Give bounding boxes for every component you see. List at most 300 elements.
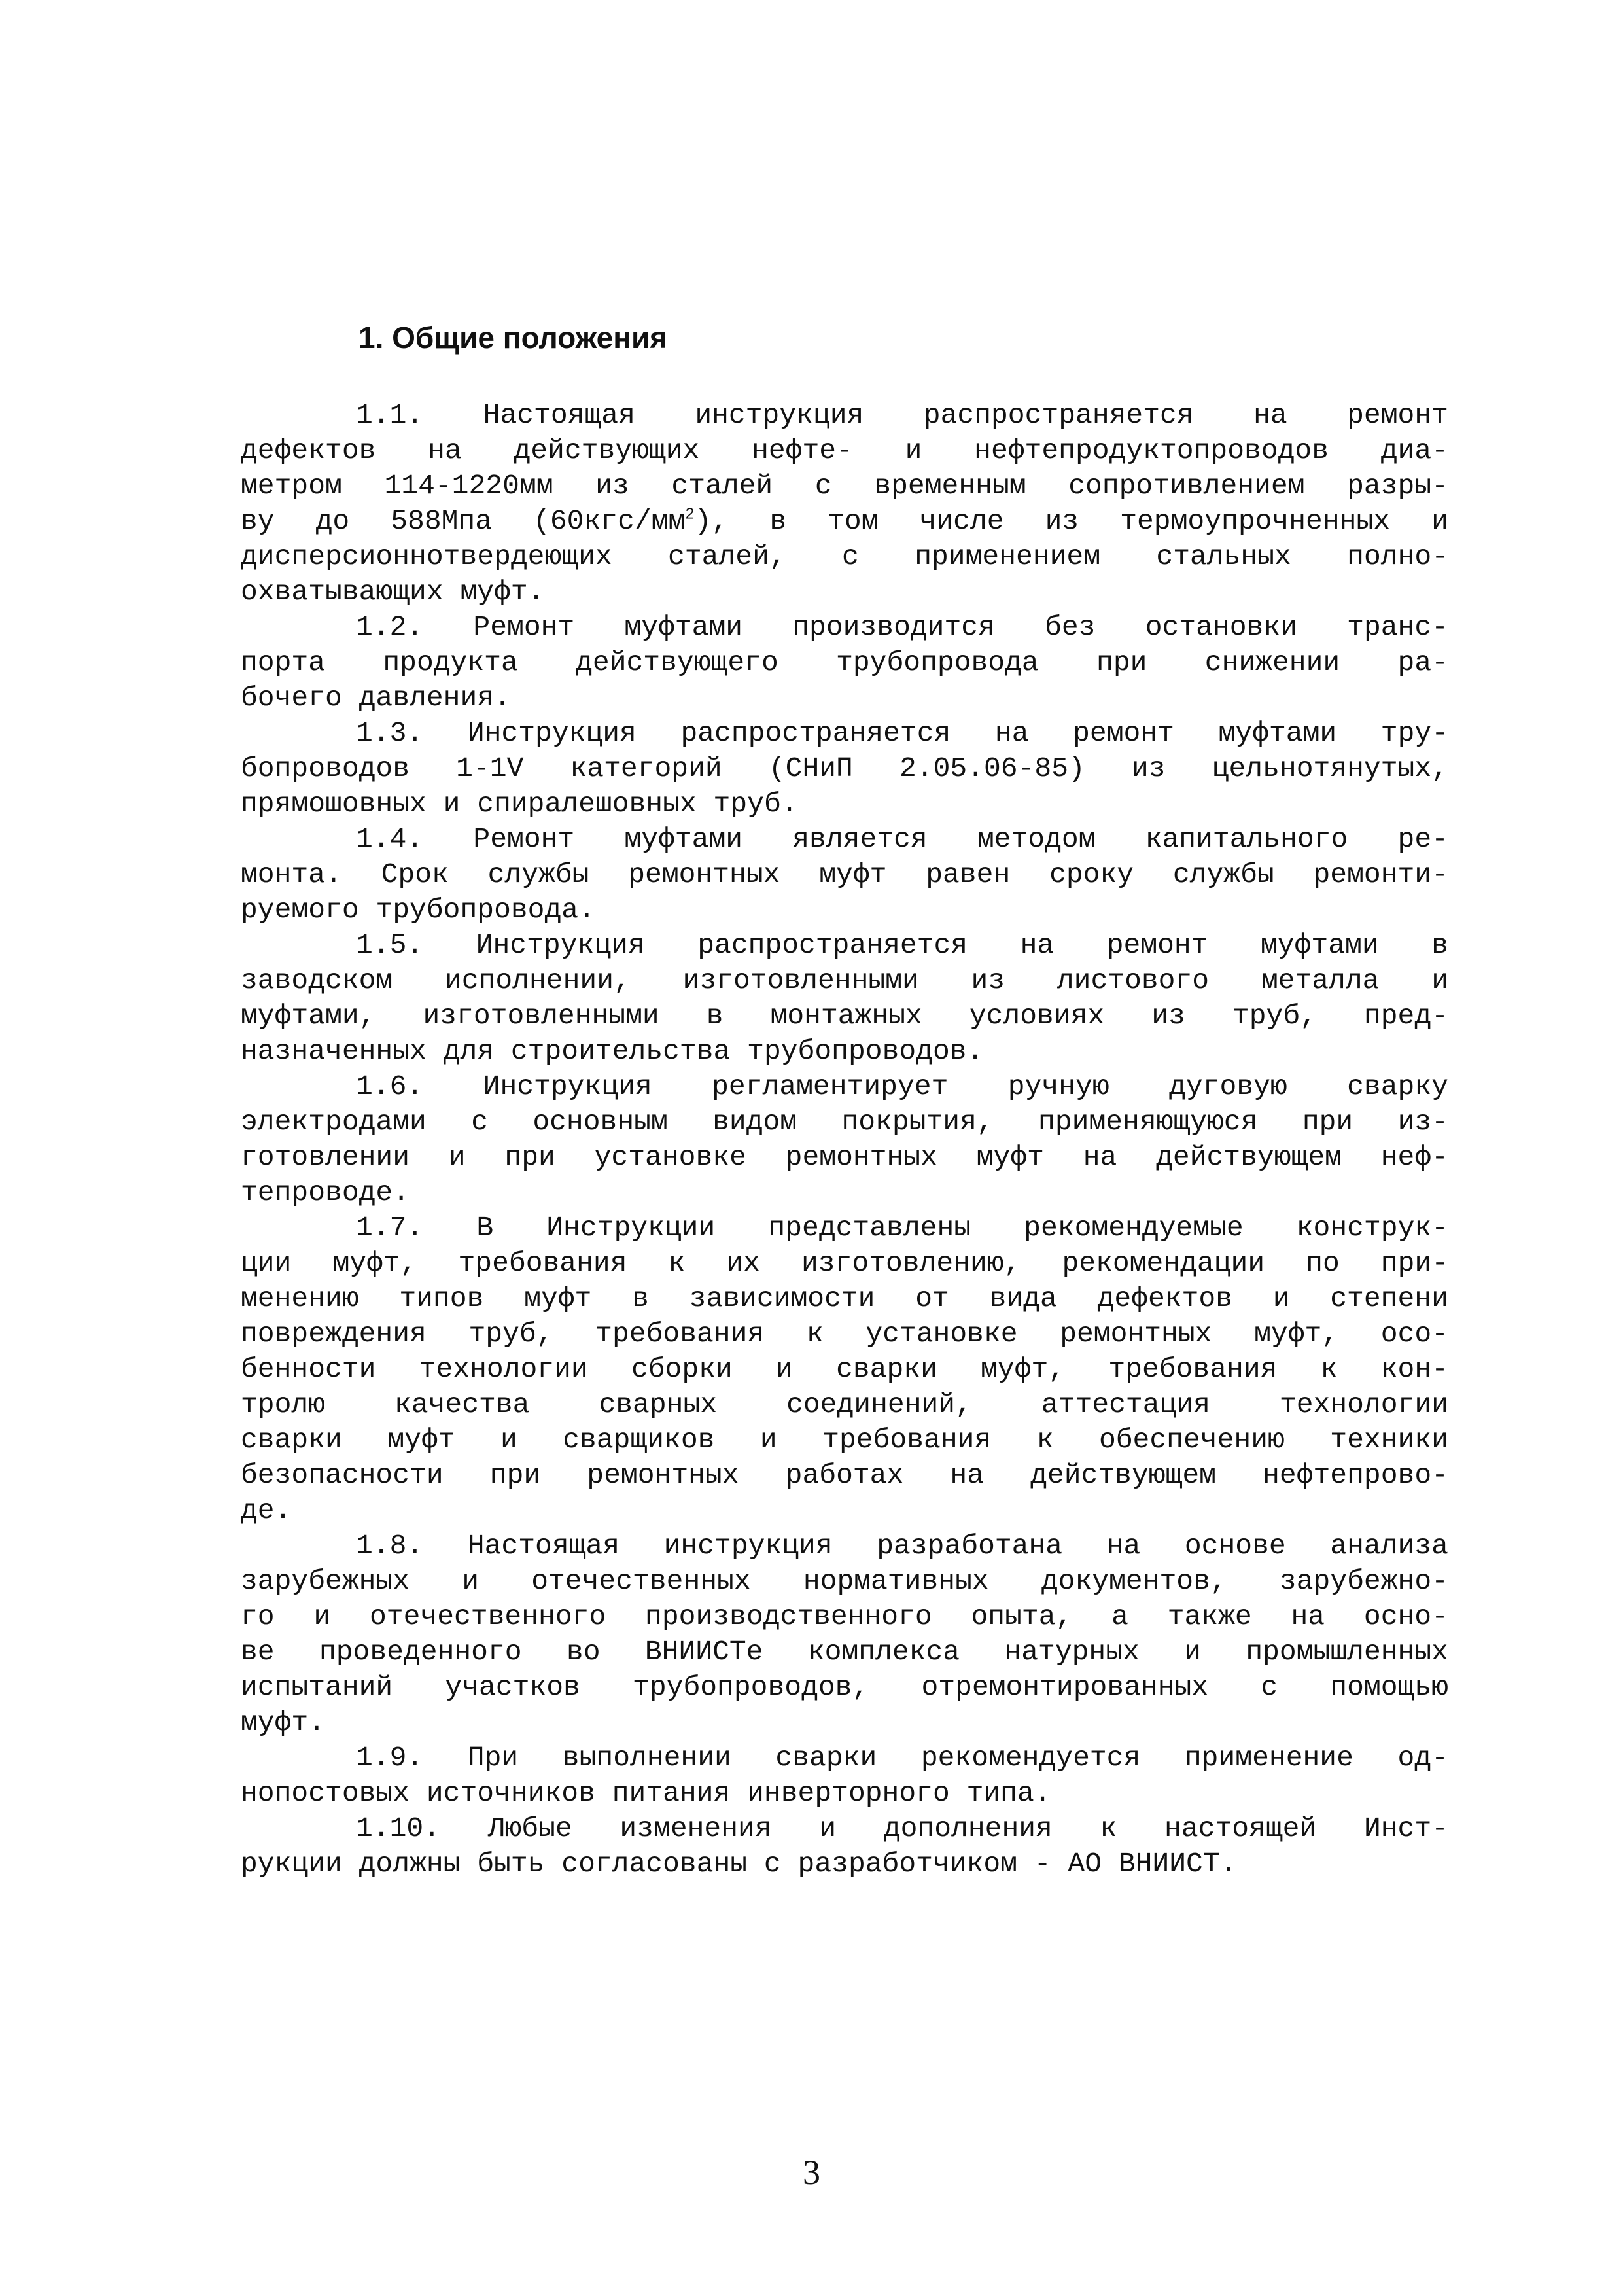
- paragraph-line: [241, 716, 1448, 751]
- paragraph-line: [241, 928, 1448, 963]
- paragraph-line: [241, 1422, 1448, 1458]
- word: При: [467, 1742, 519, 1774]
- paragraph-line: [241, 1670, 1448, 1705]
- word: пред-: [1363, 1000, 1448, 1032]
- paragraph-line: [241, 1564, 1448, 1599]
- word: неф-: [1380, 1141, 1448, 1173]
- word: транс-: [1347, 611, 1448, 643]
- word: готовлении: [241, 1141, 410, 1173]
- word: обеспечению: [1098, 1424, 1285, 1456]
- paragraph-line: [241, 1776, 1448, 1811]
- word: сварки: [836, 1353, 937, 1385]
- word: без: [1045, 611, 1096, 643]
- word: применением: [915, 540, 1101, 573]
- word: при: [1302, 1106, 1353, 1138]
- word: назначенных: [241, 1035, 427, 1067]
- word: условиях: [969, 1000, 1105, 1032]
- word: работах: [785, 1459, 904, 1491]
- word: настоящей: [1164, 1812, 1317, 1845]
- word: дефектов: [1097, 1282, 1232, 1315]
- word: к: [806, 1318, 824, 1350]
- word: 1.4.: [356, 823, 424, 855]
- word: вида: [989, 1282, 1057, 1315]
- paragraph-1-5: [241, 928, 1448, 1069]
- word: сварщиков: [563, 1424, 715, 1456]
- word: технологии: [419, 1353, 588, 1385]
- word: (СНиП: [768, 752, 853, 785]
- word: муфтами: [1218, 717, 1337, 749]
- word: из-: [1397, 1106, 1448, 1138]
- word: согласованы: [561, 1848, 748, 1880]
- word: помощью: [1330, 1671, 1448, 1703]
- word: требования: [1108, 1353, 1278, 1385]
- word: применение: [1184, 1742, 1353, 1774]
- word: ручную: [1007, 1070, 1109, 1103]
- word: в: [1431, 929, 1448, 961]
- word: 1.5.: [356, 929, 424, 961]
- word: от: [915, 1282, 949, 1315]
- paragraph-line: [241, 822, 1448, 857]
- word: зарубежно-: [1279, 1565, 1448, 1597]
- word: дуговую: [1169, 1070, 1287, 1103]
- paragraph-line: [241, 1634, 1448, 1670]
- paragraph-line: [241, 1175, 1448, 1210]
- word: при: [489, 1459, 541, 1491]
- word: на: [1291, 1600, 1325, 1633]
- word: рекомендуемые: [1024, 1212, 1244, 1244]
- word: цельнотянутых,: [1212, 752, 1448, 785]
- word: действующем: [1156, 1141, 1342, 1173]
- word: Инструкция: [476, 929, 645, 961]
- word: к: [668, 1247, 686, 1279]
- section-heading: 1. Общие положения: [358, 321, 668, 355]
- word: Настоящая: [483, 399, 635, 431]
- paragraph-line: [241, 398, 1448, 433]
- word: трубопровода: [836, 646, 1039, 679]
- word: распространяется: [923, 399, 1194, 431]
- word: документов,: [1041, 1565, 1227, 1597]
- word: промышленных: [1246, 1636, 1448, 1668]
- word: Настоящая: [467, 1530, 620, 1562]
- word: ремонт: [1073, 717, 1174, 749]
- word: муфт.: [460, 576, 545, 608]
- word: нефтепрово-: [1263, 1459, 1448, 1491]
- paragraph-line: [241, 1458, 1448, 1493]
- word: службы: [487, 858, 589, 891]
- word: категорий: [570, 752, 722, 785]
- word: техники: [1330, 1424, 1448, 1456]
- word: муфт: [819, 858, 887, 891]
- word: 2.05.06-85): [899, 752, 1085, 785]
- paragraph-1-3: [241, 716, 1448, 822]
- word: к: [1036, 1424, 1054, 1456]
- word: муфт: [976, 1141, 1044, 1173]
- word: го: [241, 1600, 275, 1633]
- word: -: [1034, 1848, 1051, 1880]
- word: муфтами,: [241, 1000, 376, 1032]
- word: сталей: [671, 470, 773, 502]
- paragraph-1-7: [241, 1210, 1448, 1528]
- word: является: [792, 823, 928, 855]
- word: числе: [919, 505, 1004, 537]
- word: и: [819, 1812, 837, 1845]
- paragraph-1-4: [241, 822, 1448, 928]
- word: 1-1V: [456, 752, 524, 785]
- word: разработчиком: [797, 1848, 1017, 1880]
- paragraph-line: [241, 1387, 1448, 1422]
- word: должны: [358, 1848, 461, 1880]
- word: тролю: [241, 1388, 326, 1421]
- word: на: [1083, 1141, 1117, 1173]
- word: с: [814, 470, 832, 502]
- word: их: [726, 1247, 760, 1279]
- paragraph-line: [241, 1034, 1448, 1069]
- word: ра-: [1397, 646, 1448, 679]
- section-body: [241, 398, 1448, 1882]
- word: участков: [445, 1671, 580, 1703]
- paragraph-line: [241, 1705, 1448, 1740]
- word: и: [448, 1141, 466, 1173]
- word: рукции: [241, 1848, 342, 1880]
- word: ремонтных: [1060, 1318, 1212, 1350]
- word: технологии: [1279, 1388, 1448, 1421]
- word: покрытия,: [841, 1106, 994, 1138]
- word: продукта: [383, 646, 518, 679]
- word: листового: [1056, 964, 1210, 997]
- word: 1.9.: [356, 1742, 424, 1774]
- word: и: [1431, 505, 1448, 537]
- word: охватывающих: [241, 576, 444, 608]
- word: дефектов: [241, 434, 376, 467]
- paragraph-line: [241, 1740, 1448, 1776]
- word: 1.3.: [356, 717, 424, 749]
- word: ремонти-: [1313, 858, 1448, 891]
- paragraph-line: [241, 610, 1448, 645]
- paragraph-line: [241, 645, 1448, 680]
- paragraph-1-8: [241, 1528, 1448, 1740]
- word: основе: [1184, 1530, 1286, 1562]
- word: требования: [458, 1247, 627, 1279]
- word: из: [595, 470, 629, 502]
- word: муфт,: [981, 1353, 1066, 1385]
- word: ВНИИСТе: [644, 1636, 763, 1668]
- word: ре-: [1397, 823, 1448, 855]
- word: распространяется: [680, 717, 951, 749]
- word: равен: [926, 858, 1011, 891]
- word: с: [471, 1106, 488, 1138]
- word: с: [763, 1848, 781, 1880]
- word: дополнения: [883, 1812, 1053, 1845]
- word: производственного: [645, 1600, 932, 1633]
- word: также: [1167, 1600, 1252, 1633]
- word: труб,: [1232, 1000, 1317, 1032]
- word: сварки: [241, 1424, 342, 1456]
- word: зависимости: [689, 1282, 875, 1315]
- paragraph-line: [241, 1811, 1448, 1846]
- paragraph-line: [241, 1104, 1448, 1140]
- paragraph-line: [241, 857, 1448, 892]
- word: применяющуюся: [1038, 1106, 1258, 1138]
- word: порта: [241, 646, 326, 679]
- word: строительства: [510, 1035, 731, 1067]
- word: бочего: [241, 682, 342, 714]
- paragraph-line: [241, 504, 1448, 539]
- word: производится: [792, 611, 995, 643]
- paragraph-1-2: [241, 610, 1448, 716]
- word: разры-: [1347, 470, 1448, 502]
- word: ремонт: [1106, 929, 1208, 961]
- word: АО: [1068, 1848, 1102, 1880]
- word: опыта,: [971, 1600, 1073, 1633]
- paragraph-line: [241, 1846, 1448, 1882]
- word: тепроводе.: [241, 1176, 410, 1209]
- word: с: [1261, 1671, 1278, 1703]
- word: ве: [241, 1636, 275, 1668]
- word: Любые: [487, 1812, 572, 1845]
- word: действующих: [514, 434, 700, 467]
- paragraph-line: [241, 574, 1448, 610]
- word: в: [632, 1282, 649, 1315]
- word: руемого: [241, 894, 359, 926]
- word: изменения: [620, 1812, 772, 1845]
- word: на: [1253, 399, 1287, 431]
- word: трубопровода.: [375, 894, 595, 926]
- word: методом: [977, 823, 1096, 855]
- word: осо-: [1380, 1318, 1448, 1350]
- word: остановки: [1145, 611, 1297, 643]
- word: источников: [426, 1777, 595, 1809]
- word: установке: [865, 1318, 1018, 1350]
- word: муфт: [524, 1282, 592, 1315]
- word: и: [905, 434, 922, 467]
- word: повреждения: [241, 1318, 427, 1350]
- paragraph-line: [241, 963, 1448, 998]
- word: ВНИИСТ.: [1118, 1848, 1237, 1880]
- word: муфт: [387, 1424, 455, 1456]
- paragraph-line: [241, 433, 1448, 468]
- word: заводском: [241, 964, 393, 997]
- word: разработана: [877, 1530, 1063, 1562]
- word: Инструкции: [546, 1212, 716, 1244]
- word: 1.6.: [356, 1070, 424, 1103]
- paragraph-line: [241, 786, 1448, 822]
- word: соединений,: [786, 1388, 972, 1421]
- word: ремонт: [1347, 399, 1448, 431]
- word: дисперсионнотвердеющих: [241, 540, 612, 573]
- word: к: [1320, 1353, 1338, 1385]
- word: типа.: [966, 1777, 1051, 1809]
- word: снижении: [1204, 646, 1340, 679]
- word: службы: [1172, 858, 1274, 891]
- word: ремонтных: [785, 1141, 937, 1173]
- paragraph-line: [241, 892, 1448, 928]
- word: из: [971, 964, 1005, 997]
- word: аттестация: [1041, 1388, 1210, 1421]
- word: Ремонт: [473, 823, 575, 855]
- word: термоупрочненных: [1120, 505, 1391, 537]
- paragraph-line: [241, 1246, 1448, 1281]
- word: действующего: [576, 646, 778, 679]
- word: изготовленными: [682, 964, 919, 997]
- word: отремонтированных: [921, 1671, 1209, 1703]
- word: 1.7.: [356, 1212, 424, 1244]
- word: действующем: [1030, 1459, 1216, 1491]
- word: бенности: [241, 1353, 376, 1385]
- word: В: [476, 1212, 494, 1244]
- word: бопроводов: [241, 752, 410, 785]
- paragraph-line: [241, 539, 1448, 574]
- word: безопасности: [241, 1459, 444, 1491]
- word: зарубежных: [241, 1565, 410, 1597]
- word: труб,: [468, 1318, 553, 1350]
- word: установке: [594, 1141, 746, 1173]
- word: и: [776, 1353, 793, 1385]
- word: нефте-: [752, 434, 853, 467]
- word: металла: [1261, 964, 1380, 997]
- word: из: [1151, 1000, 1185, 1032]
- word: в: [769, 505, 787, 537]
- word: де.: [241, 1494, 292, 1527]
- word: степени: [1330, 1282, 1448, 1315]
- word: в: [706, 1000, 724, 1032]
- word: типов: [399, 1282, 484, 1315]
- word: ву: [241, 505, 275, 537]
- word: из: [1131, 752, 1166, 785]
- paragraph-line: [241, 1210, 1448, 1246]
- page-number: 3: [803, 2153, 820, 2192]
- word: качества: [394, 1388, 530, 1421]
- word: муфтами: [624, 823, 743, 855]
- paragraph-1-6: [241, 1069, 1448, 1210]
- paragraph-line: [241, 1352, 1448, 1387]
- word: инструкция: [695, 399, 864, 431]
- word: 1.8.: [356, 1530, 424, 1562]
- word: осно-: [1363, 1600, 1448, 1633]
- word: 1.1.: [356, 399, 424, 431]
- word: муфт,: [1254, 1318, 1339, 1350]
- paragraph-line: [241, 1069, 1448, 1104]
- word: ремонтных: [587, 1459, 739, 1491]
- word: стальных: [1156, 540, 1291, 573]
- word: изготовленными: [423, 1000, 659, 1032]
- word: том: [828, 505, 879, 537]
- word: муфт,: [332, 1247, 417, 1279]
- word: на: [1106, 1530, 1141, 1562]
- word: ремонтных: [628, 858, 780, 891]
- word: комплекса: [807, 1636, 960, 1668]
- word: сварных: [599, 1388, 718, 1421]
- word: сборки: [631, 1353, 733, 1385]
- word: сварку: [1347, 1070, 1448, 1103]
- word: отечественного: [369, 1600, 606, 1633]
- word: на: [1020, 929, 1055, 961]
- word: тру-: [1380, 717, 1448, 749]
- word: инверторного: [747, 1777, 950, 1809]
- word: проведенного: [319, 1636, 522, 1668]
- word: временным: [874, 470, 1026, 502]
- word: видом: [712, 1106, 797, 1138]
- word: сварки: [775, 1742, 877, 1774]
- word: на: [950, 1459, 985, 1491]
- word: нопостовых: [241, 1777, 410, 1809]
- word: при: [504, 1141, 555, 1173]
- word: Инструкция: [483, 1070, 652, 1103]
- word: трубопроводов,: [633, 1671, 869, 1703]
- word: менению: [241, 1282, 359, 1315]
- word: изготовлению,: [801, 1247, 1021, 1279]
- paragraph-1-10: [241, 1811, 1448, 1882]
- word: Инструкция: [467, 717, 637, 749]
- paragraph-1-9: [241, 1740, 1448, 1811]
- word: прямошовных: [241, 788, 427, 820]
- word: выполнении: [562, 1742, 731, 1774]
- word: требования: [595, 1318, 765, 1350]
- word: диа-: [1380, 434, 1448, 467]
- paragraph-line: [241, 468, 1448, 504]
- paragraph-line: [241, 751, 1448, 786]
- word: нефтепродуктопроводов: [974, 434, 1329, 467]
- word: 114-1220мм: [384, 470, 553, 502]
- word: и: [313, 1600, 331, 1633]
- word: конструк-: [1296, 1212, 1448, 1244]
- word: для: [443, 1035, 495, 1067]
- word: ции: [241, 1247, 292, 1279]
- word: рекомендации: [1062, 1247, 1265, 1279]
- word: во: [566, 1636, 601, 1668]
- word: отечественных: [531, 1565, 751, 1597]
- paragraph-line: [241, 1493, 1448, 1528]
- paragraph-line: [241, 1599, 1448, 1634]
- paragraph-line: [241, 1528, 1448, 1564]
- word: питания: [612, 1777, 731, 1809]
- word: од-: [1397, 1742, 1448, 1774]
- word: при-: [1380, 1247, 1448, 1279]
- word: анализа: [1330, 1530, 1448, 1562]
- word: труб.: [713, 788, 798, 820]
- word: спиралешовных: [477, 788, 697, 820]
- word: из: [1045, 505, 1079, 537]
- word: муфтами: [1261, 929, 1379, 961]
- word: распространяется: [697, 929, 968, 961]
- word: требования: [822, 1424, 992, 1456]
- paragraph-line: [241, 1140, 1448, 1175]
- word: и: [462, 1565, 480, 1597]
- word: по: [1306, 1247, 1340, 1279]
- word: трубопроводов.: [747, 1035, 984, 1067]
- word: к: [1100, 1812, 1117, 1845]
- word: до: [315, 505, 350, 537]
- word: на: [994, 717, 1029, 749]
- word: рекомендуется: [920, 1742, 1141, 1774]
- word: нормативных: [803, 1565, 989, 1597]
- word: муфтами: [624, 611, 743, 643]
- word: на: [428, 434, 462, 467]
- word: сроку: [1049, 858, 1134, 891]
- word: и: [443, 788, 461, 820]
- word: и: [1184, 1636, 1201, 1668]
- word: сталей,: [668, 540, 786, 573]
- word: представлены: [768, 1212, 971, 1244]
- paragraph-line: [241, 1316, 1448, 1352]
- word: полно-: [1347, 540, 1448, 573]
- word: 588Мпа: [391, 505, 493, 537]
- word: а: [1111, 1600, 1128, 1633]
- word: кон-: [1380, 1353, 1448, 1385]
- paragraph-line: [241, 998, 1448, 1034]
- word: испытаний: [241, 1671, 393, 1703]
- word: и: [1272, 1282, 1290, 1315]
- word: капитального: [1145, 823, 1348, 855]
